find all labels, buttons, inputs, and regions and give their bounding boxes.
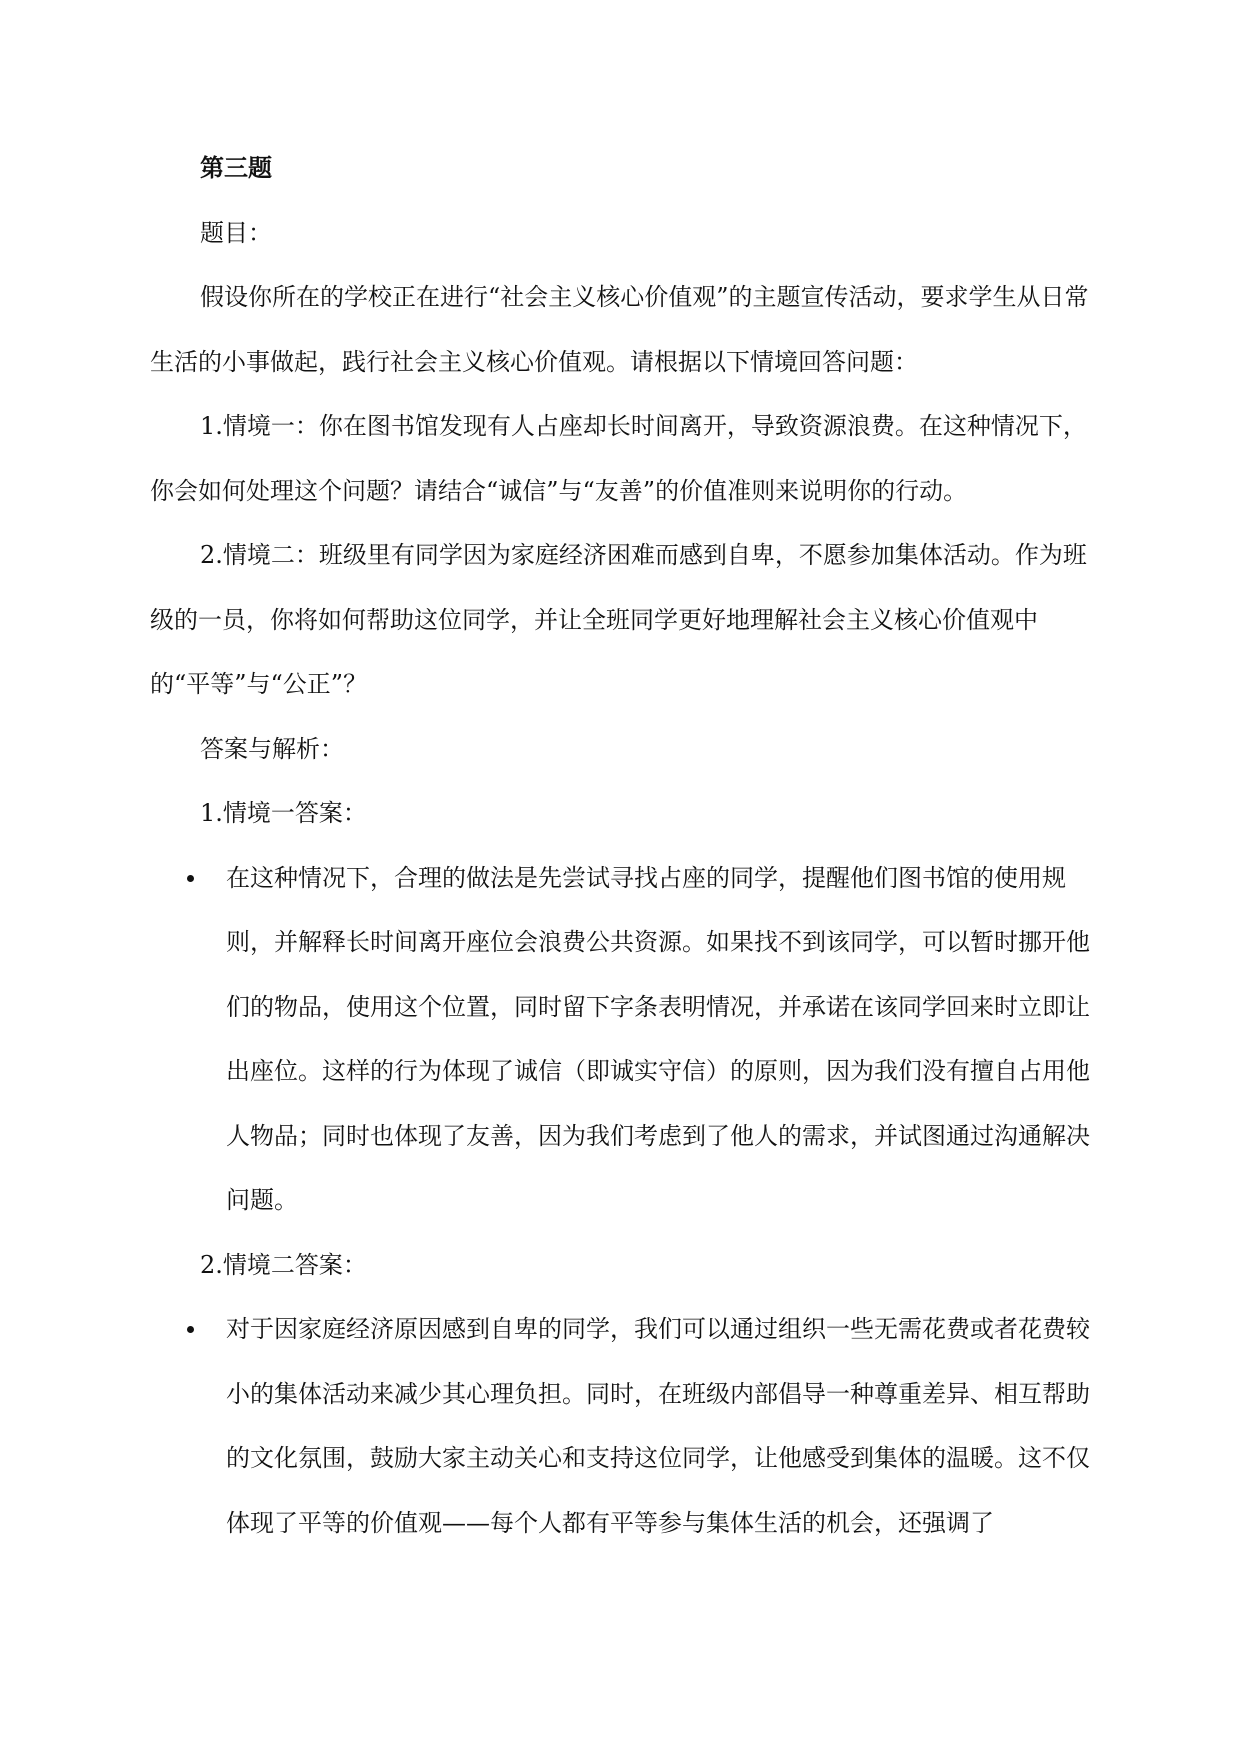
- answer-two-list: [150, 1297, 1090, 1555]
- answer-one-list: [150, 846, 1090, 1233]
- bullet-icon: [187, 875, 194, 882]
- answer-one-text: 在这种情况下，合理的做法是先尝试寻找占座的同学，提醒他们图书馆的使用规则，并解释长时间离开座位会浪费公共资源。如果找不到该同学，可以暂时挪开他们的物品，使用这个位置，同时留下字条表明情况，并承诺在该同学回来时立即让出座位。这样的行为体现了诚信（即诚实守信）的原则，因为我们没有擅自占用他人物品；同时也体现了友善，因为我们考虑到了他人的需求，并试图通过沟通解决问题。: [226, 863, 1090, 1214]
- answer-two-item: [226, 1297, 1090, 1555]
- document-body: [150, 136, 1090, 1555]
- question-intro: 假设你所在的学校正在进行“社会主义核心价值观”的主题宣传活动，要求学生从日常生活的小事做起，践行社会主义核心价值观。请根据以下情境回答问题：: [150, 283, 1089, 376]
- scenario-one: 1.情境一：你在图书馆发现有人占座却长时间离开，导致资源浪费。在这种情况下，你会如何处理这个问题？请结合“诚信”与“友善”的价值准则来说明你的行动。: [150, 412, 1087, 505]
- answer-two-text: 对于因家庭经济原因感到自卑的同学，我们可以通过组织一些无需花费或者花费较小的集体活动来减少其心理负担。同时，在班级内部倡导一种尊重差异、相互帮助的文化氛围，鼓励大家主动关心和支持这位同学，让他感受到集体的温暖。这不仅体现了平等的价值观——每个人都有平等参与集体生活的机会，还强调了: [226, 1315, 1090, 1537]
- answers-label: 答案与解析：: [200, 734, 344, 763]
- bullet-icon: [187, 1326, 194, 1333]
- question-label: 题目：: [200, 218, 272, 247]
- answer-two-label: 2.情境二答案：: [200, 1250, 367, 1279]
- scenario-two: 2.情境二：班级里有同学因为家庭经济困难而感到自卑，不愿参加集体活动。作为班级的一员，你将如何帮助这位同学，并让全班同学更好地理解社会主义核心价值观中的“平等”与“公正”？: [150, 541, 1087, 698]
- answer-one-label: 1.情境一答案：: [200, 799, 367, 827]
- answer-one-item: [226, 846, 1090, 1233]
- question-heading: 第三题: [200, 153, 272, 182]
